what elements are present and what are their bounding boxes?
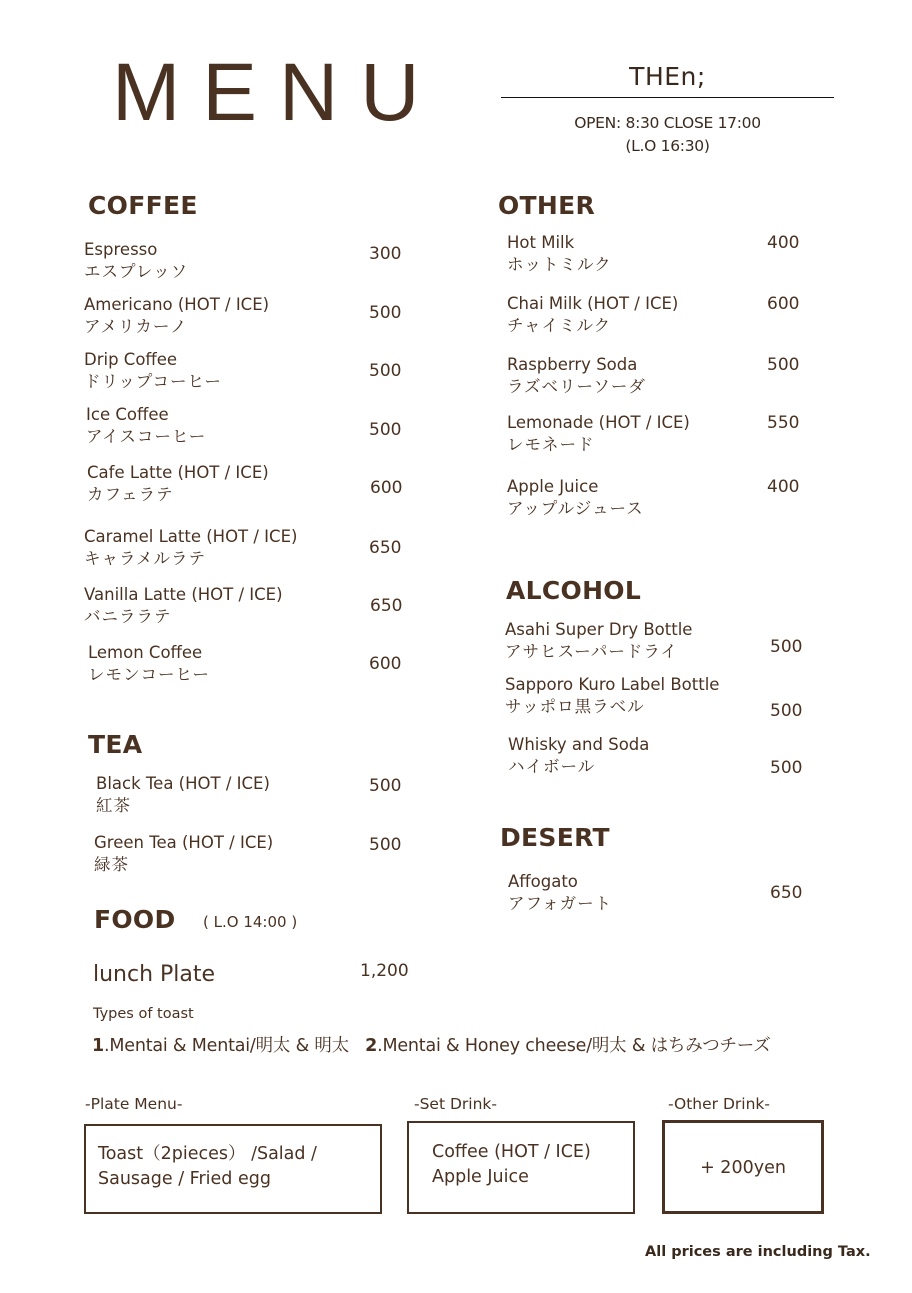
item-name-en: Drip Coffee (84, 350, 178, 369)
menu-item (508, 734, 649, 778)
item-price: 600 (369, 654, 402, 674)
menu-item (84, 526, 297, 570)
item-price: 650 (369, 538, 402, 558)
menu-item (96, 773, 270, 817)
item-name-jp: バニララテ (84, 607, 172, 626)
item-price: 500 (369, 361, 402, 381)
item-price: 500 (770, 758, 803, 778)
plate-menu-line-1: Toast（2pieces） /Salad / (98, 1144, 317, 1164)
hours-last-order: (L.O 16:30) (625, 137, 710, 155)
opening-hours (501, 112, 834, 158)
item-price: 650 (370, 596, 403, 616)
item-price: 400 (767, 477, 800, 497)
item-price: 1,200 (360, 961, 409, 981)
item-name-jp: 紅茶 (96, 796, 131, 815)
item-name-en: Chai Milk (HOT / ICE) (507, 294, 679, 313)
item-price: 500 (369, 776, 402, 796)
item-price: 300 (369, 244, 402, 264)
set-drink-contents (432, 1140, 591, 1190)
menu-item (505, 619, 692, 663)
item-name-en: Americano (HOT / ICE) (84, 295, 270, 314)
item-name-jp: ドリップコーヒー (84, 372, 222, 391)
brand-name: THEn; (629, 62, 706, 91)
menu-item (84, 349, 222, 393)
section-heading-coffee: COFFEE (88, 191, 198, 220)
plate-menu-box (84, 1124, 382, 1214)
tax-note: All prices are including Tax. (645, 1244, 871, 1260)
food-last-order: ( L.O 14:00 ) (203, 913, 298, 931)
item-name-en: Hot Milk (507, 233, 575, 252)
section-heading-desert: DESERT (500, 823, 610, 852)
item-name-en: Lemon Coffee (88, 643, 203, 662)
plate-menu-line-2: Sausage / Fried egg (98, 1169, 271, 1189)
toast-type-2 (365, 1036, 770, 1056)
item-name-en: Lemonade (HOT / ICE) (507, 413, 690, 432)
item-name-jp: アップルジュース (507, 499, 644, 518)
menu-item (87, 462, 269, 506)
set-drink-box (407, 1121, 635, 1214)
toast-type-number: 2 (365, 1036, 378, 1056)
item-price: 550 (767, 413, 800, 433)
brand-divider (501, 97, 834, 98)
item-name-en: Whisky and Soda (508, 735, 650, 754)
menu-item (507, 412, 690, 456)
item-name-jp: 緑茶 (94, 855, 129, 874)
item-name-jp: レモネード (507, 435, 595, 454)
item-price: 500 (770, 701, 803, 721)
item-price: 650 (770, 883, 803, 903)
item-name-jp: エスプレッソ (84, 262, 189, 281)
other-drink-price: + 200yen (700, 1158, 786, 1178)
menu-item (507, 293, 678, 337)
menu-item (508, 871, 612, 915)
item-name-jp: ホットミルク (507, 255, 612, 274)
item-price: 600 (767, 294, 800, 314)
toast-type-text: .Mentai & Mentai/明太 & 明太 (103, 1036, 349, 1056)
plate-menu-contents (98, 1142, 317, 1192)
set-drink-line-2: Apple Juice (432, 1167, 529, 1187)
menu-item (505, 674, 719, 718)
item-name-jp: アイスコーヒー (86, 427, 207, 446)
menu-item (84, 584, 283, 628)
item-name-en: Raspberry Soda (507, 355, 638, 374)
item-name-en: Affogato (508, 872, 578, 891)
section-heading-alcohol: ALCOHOL (506, 576, 642, 605)
menu-item (86, 404, 206, 448)
item-name-jp: アサヒスーパードライ (505, 642, 678, 661)
item-name-en: Ice Coffee (86, 405, 169, 424)
hours-open-close: OPEN: 8:30 CLOSE 17:00 (574, 114, 761, 132)
item-name-jp: アメリカーノ (84, 317, 188, 336)
item-price: 500 (767, 355, 800, 375)
menu-title: MENU (112, 47, 442, 138)
other-drink-label: -Other Drink- (668, 1095, 770, 1113)
menu-item (84, 239, 188, 283)
item-name-en: Green Tea (HOT / ICE) (94, 833, 274, 852)
item-name-en: Vanilla Latte (HOT / ICE) (84, 585, 283, 604)
item-name-jp: レモンコーヒー (88, 665, 210, 684)
item-price: 600 (370, 478, 403, 498)
menu-item (94, 832, 273, 876)
item-name-jp: キャラメルラテ (84, 549, 207, 568)
set-drink-line-1: Coffee (HOT / ICE) (432, 1142, 591, 1162)
toast-type-text: .Mentai & Honey cheese/明太 & はちみつチーズ (377, 1036, 771, 1056)
item-name-jp: サッポロ黒ラベル (505, 697, 645, 716)
item-name-en: Caramel Latte (HOT / ICE) (84, 527, 298, 546)
item-name-en: Sapporo Kuro Label Bottle (505, 675, 720, 694)
toast-types-list (92, 1032, 771, 1057)
plate-menu-label: -Plate Menu- (85, 1095, 183, 1113)
item-name-en: Espresso (84, 240, 158, 259)
toast-type-1 (92, 1036, 349, 1056)
section-heading-tea: TEA (88, 730, 143, 759)
section-heading-food: FOOD (94, 905, 176, 934)
item-name-lunch-plate: lunch Plate (93, 962, 216, 987)
item-name-jp: ラズベリーソーダ (507, 377, 646, 396)
item-price: 500 (369, 303, 402, 323)
toast-types-label: Types of toast (93, 1006, 194, 1022)
menu-item (84, 294, 269, 338)
item-name-en: Asahi Super Dry Bottle (505, 620, 693, 639)
item-name-en: Black Tea (HOT / ICE) (96, 774, 270, 793)
section-heading-other: OTHER (498, 191, 596, 220)
set-drink-label: -Set Drink- (414, 1095, 497, 1113)
toast-type-number: 1 (92, 1036, 104, 1056)
item-name-jp: アフォガート (508, 894, 613, 913)
item-name-en: Cafe Latte (HOT / ICE) (87, 463, 269, 482)
menu-item (507, 476, 644, 520)
item-name-jp: チャイミルク (507, 316, 612, 335)
menu-item (88, 642, 210, 686)
item-price: 500 (369, 835, 402, 855)
item-name-jp: ハイボール (508, 757, 596, 776)
item-price: 500 (770, 637, 803, 657)
item-name-en: Apple Juice (507, 477, 599, 496)
item-name-jp: カフェラテ (87, 485, 174, 504)
other-drink-box (662, 1120, 824, 1214)
item-price: 500 (369, 420, 402, 440)
menu-item (507, 354, 646, 398)
menu-item (507, 232, 612, 276)
item-price: 400 (767, 233, 800, 253)
